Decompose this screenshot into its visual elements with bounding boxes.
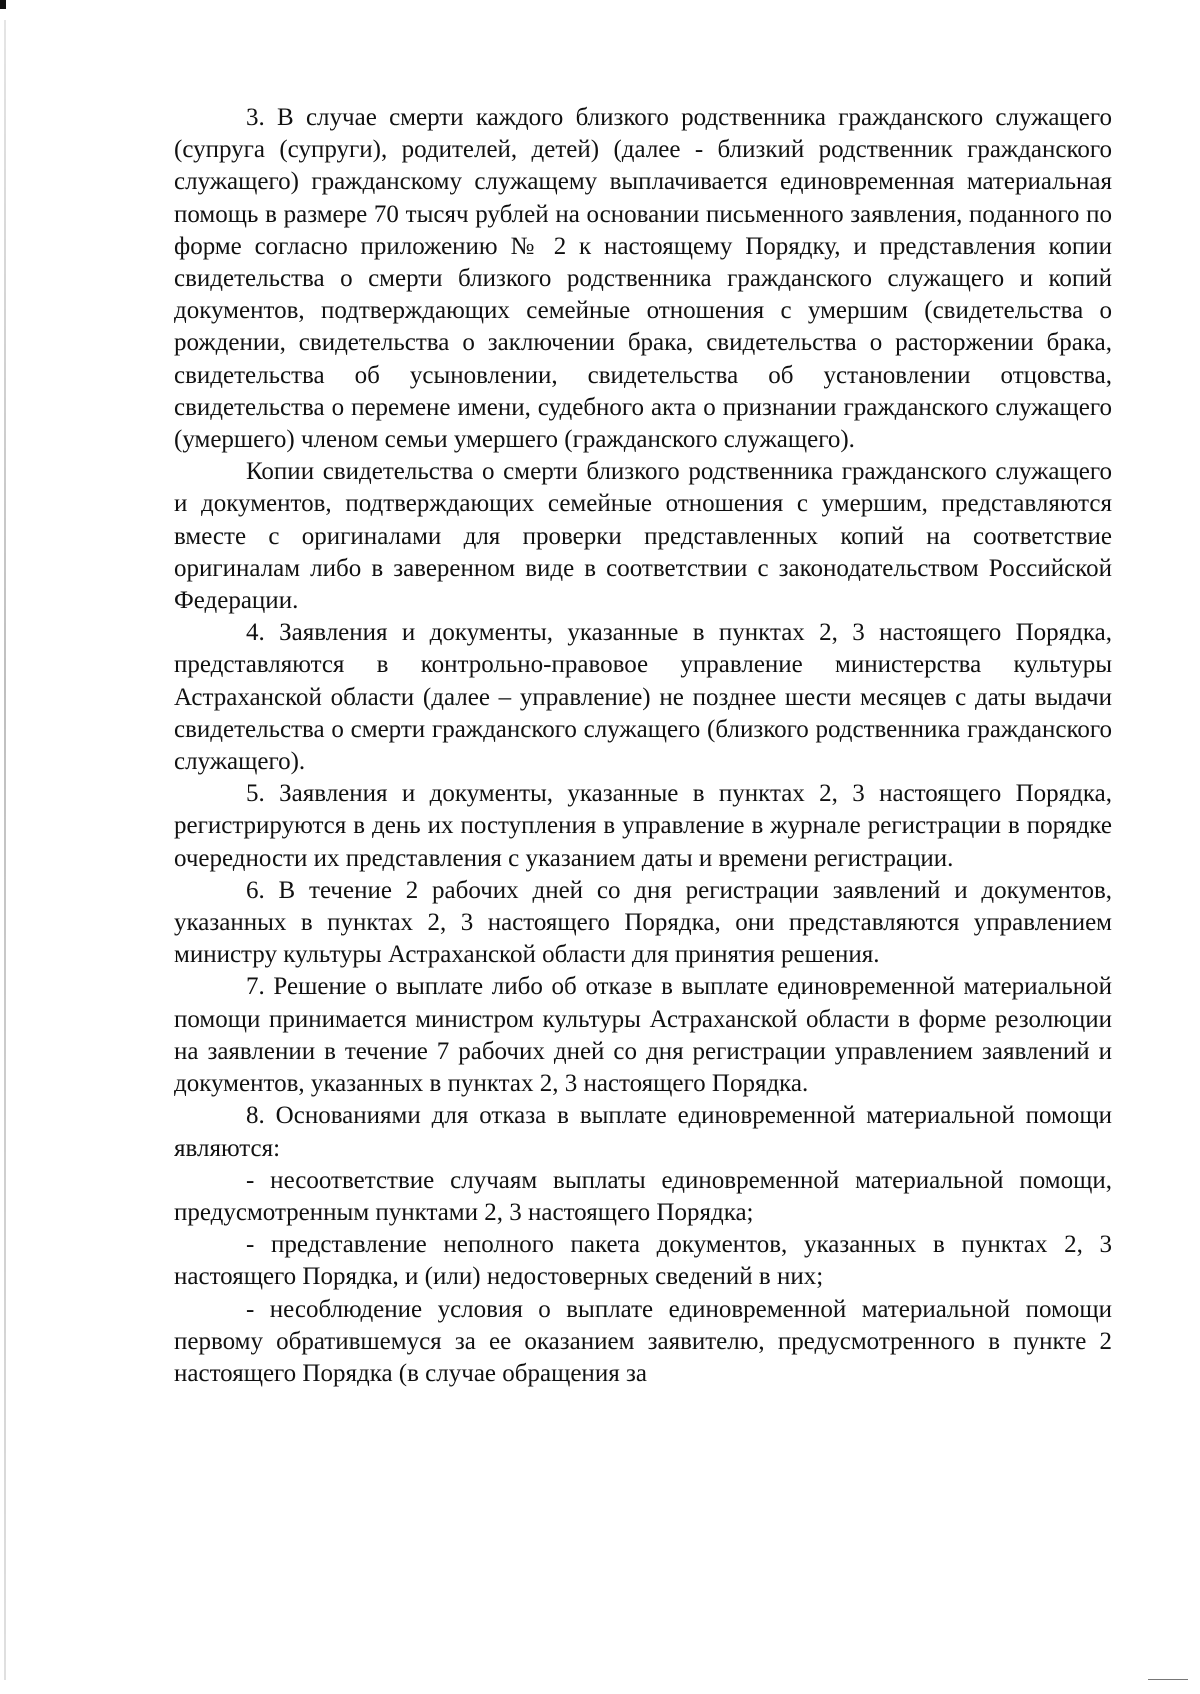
paragraph-item-5: 5. Заявления и документы, указанные в пунктах 2, 3 настоящего Порядка, регистрируются в день их поступления в управление в журнале регистрации в порядке очередности их представления с указанием даты и времени регистрации.	[174, 780, 1112, 872]
paragraph-certificate-copies: Копии свидетельства о смерти близкого родственника гражданского служащего и документов, подтверждающих семейные отношения с умершим, представляются вместе с оригиналами для проверки представленных копий на соответствие оригиналам либо в заверенном виде в соответствии с законодательством Российской Федерации.	[174, 458, 1112, 615]
document-body	[174, 102, 1112, 1390]
scan-edge-mark	[0, 0, 6, 9]
paragraph-item-4: 4. Заявления и документы, указанные в пунктах 2, 3 настоящего Порядка, представляются в контрольно-правовое управление министерства культуры Астраханской области (далее – управление) не позднее шести месяцев с даты выдачи свидетельства о смерти гражданского служащего (близкого родственника гражданского служащего).	[174, 619, 1112, 776]
paragraph-item-7: 7. Решение о выплате либо об отказе в выплате единовременной материальной помощи принимается министром культуры Астраханской области в форме резолюции на заявлении в течение 7 рабочих дней со дня регистрации управлением заявлений и документов, указанных в пунктах 2, 3 настоящего Порядка.	[174, 973, 1112, 1098]
scan-corner-mark	[1148, 1679, 1188, 1680]
refusal-reason-2: - представление неполного пакета документов, указанных в пунктах 2, 3 настоящего Порядка, и (или) недостоверных сведений в них;	[174, 1231, 1112, 1291]
paragraph-item-8: 8. Основаниями для отказа в выплате единовременной материальной помощи являются:	[174, 1102, 1112, 1162]
refusal-reason-3: - несоблюдение условия о выплате единовременной материальной помощи первому обратившемуся за ее оказанием заявителю, предусмотренного в пункте 2 настоящего Порядка (в случае обращения за	[174, 1295, 1112, 1387]
paragraph-item-3: 3. В случае смерти каждого близкого родственника гражданского служащего (супруга (супруги), родителей, детей) (далее - близкий родственник гражданского служащего) гражданскому служащему выплачивается единовременная материальная помощь в размере 70 тысяч рублей на основании письменного заявления, поданного по форме согласно приложению № 2 к настоящему Порядку, и представления копии свидетельства о смерти близкого родственника гражданского служащего и копий документов, подтверждающих семейные отношения с умершим (свидетельства о рождении, свидетельства о заключении брака, свидетельства о расторжении брака, свидетельства об усыновлении, свидетельства об установлении отцовства, свидетельства о перемене имени, судебного акта о признании гражданского служащего (умершего) членом семьи умершего (гражданского служащего).	[174, 104, 1112, 454]
refusal-reason-1: - несоответствие случаям выплаты единовременной материальной помощи, предусмотренным пунктами 2, 3 настоящего Порядка;	[174, 1166, 1112, 1226]
scan-margin-line	[4, 20, 6, 1680]
paragraph-item-6: 6. В течение 2 рабочих дней со дня регистрации заявлений и документов, указанных в пунктах 2, 3 настоящего Порядка, они представляются управлением министру культуры Астраханской области для принятия решения.	[174, 876, 1112, 969]
